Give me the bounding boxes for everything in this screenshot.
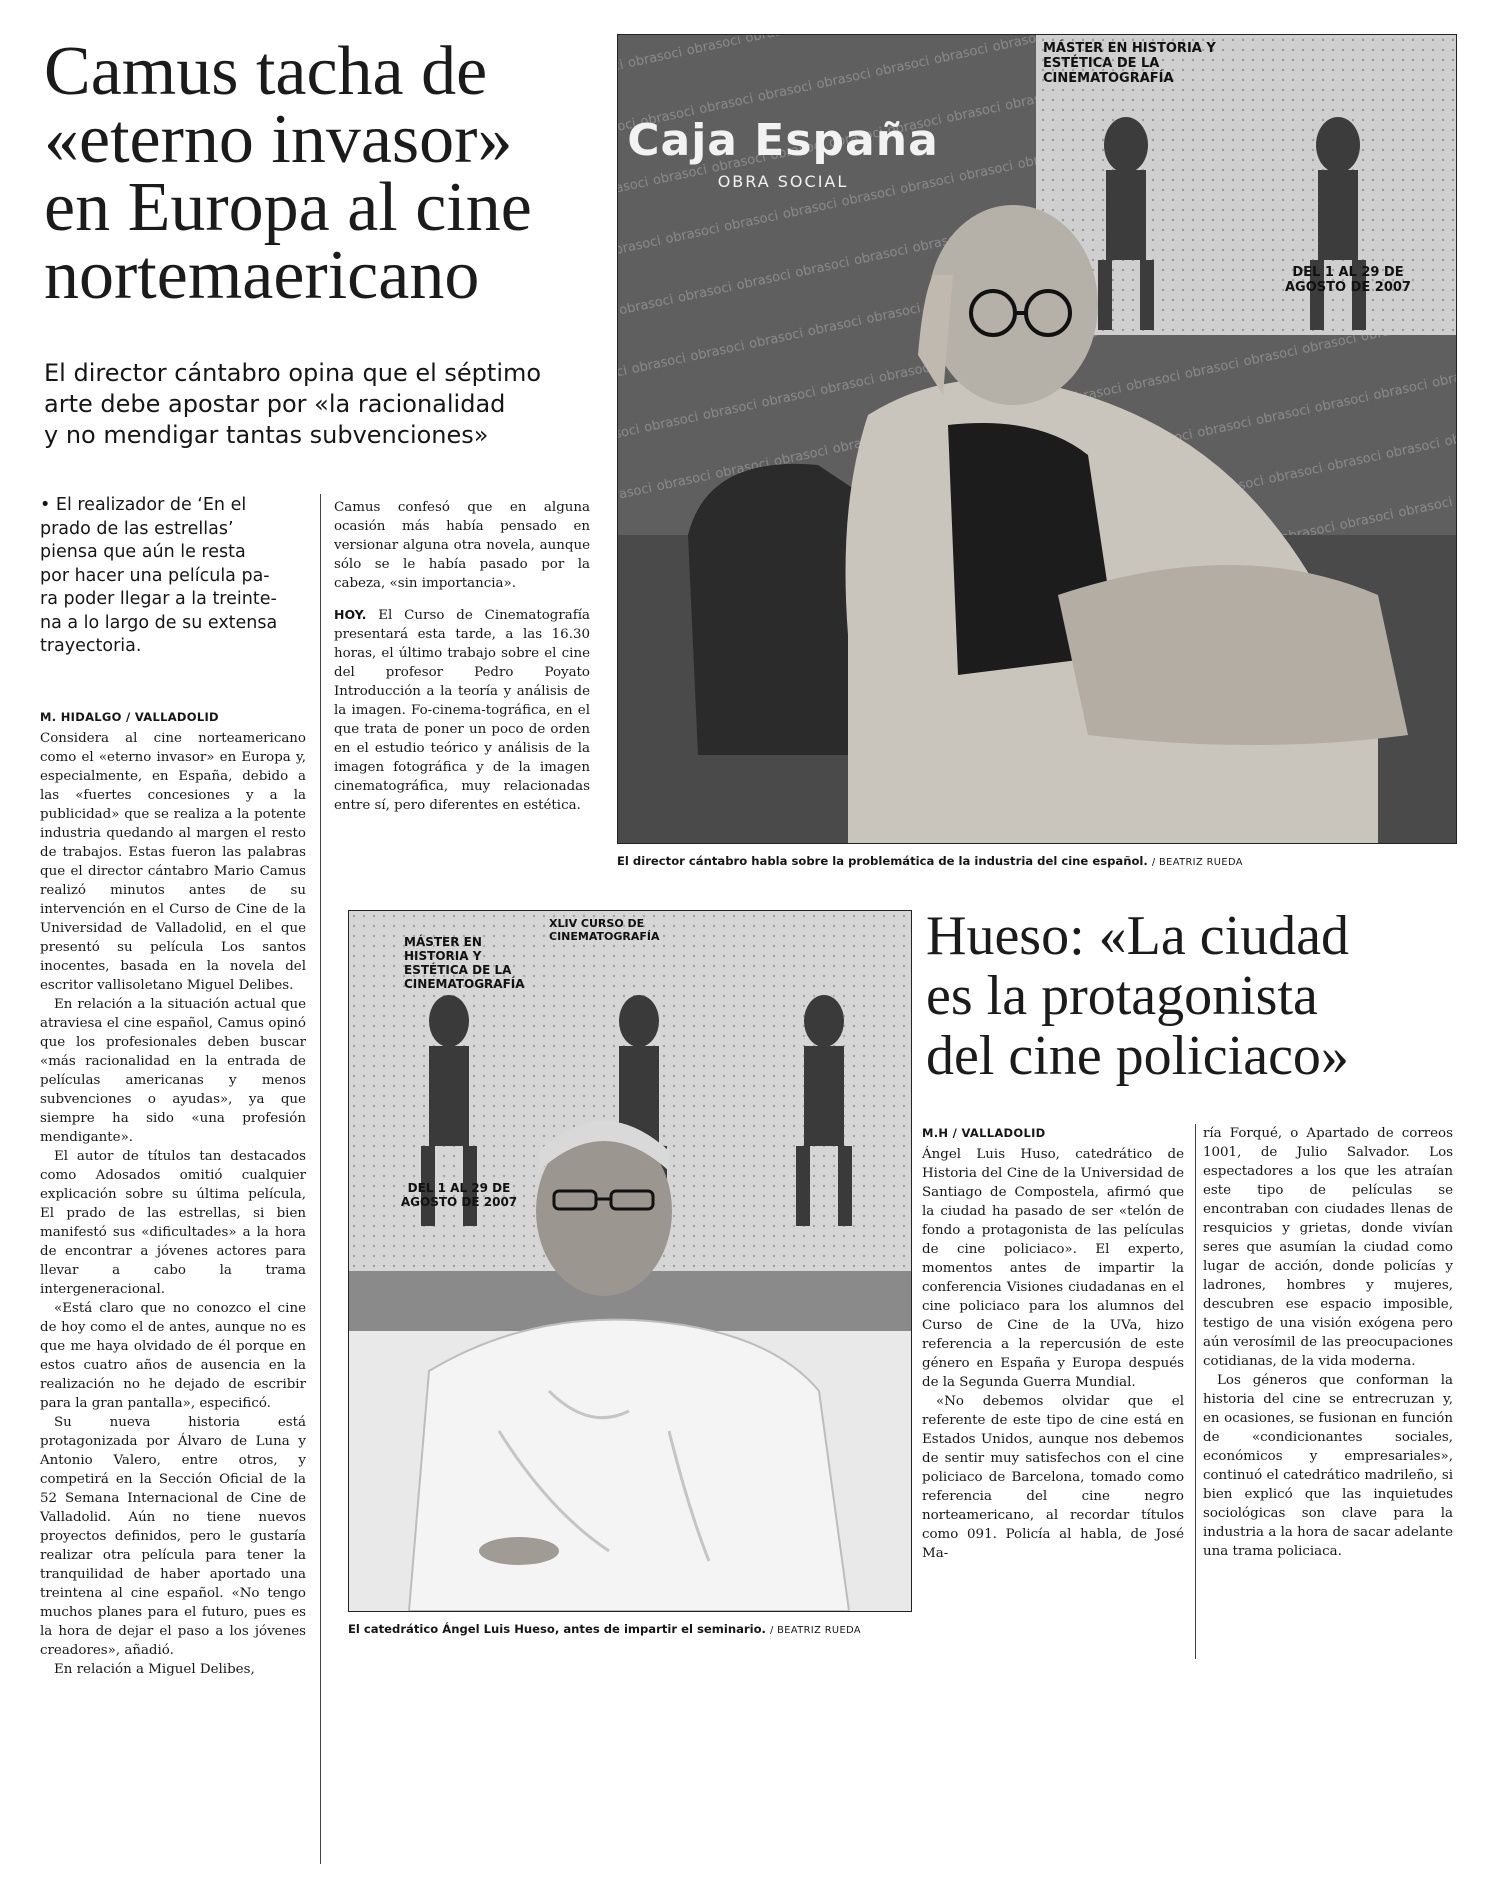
paragraph: Los géneros que conforman la historia del cine se entrecruzan y, en ocasiones, se fusionan en función de «condicionantes sociales, económicos y empresariales», continuó el catedrático madrileño, si bien explicó que las inquietudes sociológicas son clave para la industria a la hora de sacar adelante una trama policiaca. <box>1203 1373 1453 1559</box>
photo-angel-luis-hueso <box>348 910 912 1612</box>
photo-1-caption <box>617 852 1455 870</box>
hoy-text: El Curso de Cinematografía presentará esta tarde, a las 16.30 horas, el último trabajo sobre el cine del profesor Pedro Poyato Introducción a la teoría y análisis de la imagen. Fo-cinema-tográfica, en el que trata de poner un poco de orden en el estudio teórico y análisis de la imagen fotográfica y de la imagen cinematográfica, muy relacionadas entre sí, pero diferentes en estética. <box>334 608 590 813</box>
paragraph: «No debemos olvidar que el referente de este tipo de cine está en Estados Unidos, aunque nos debemos de sentir muy satisfechos con el cine policiaco de Barcelona, tomado como referencia del cine negro norteamericano, al recordar títulos como 091. Policía al habla, de José Ma- <box>922 1394 1184 1561</box>
paragraph: En relación a la situación actual que atraviesa el cine español, Camus opinó que los profesionales deben buscar «más racionalidad en la entrada de películas americanas y menos subvenciones o ayudas», ya que siempre ha sido «una profesión mendigante». <box>40 997 306 1145</box>
paragraph: Su nueva historia está protagonizada por Álvaro de Luna y Antonio Valero, entre otros, y competirá en la Sección Oficial de la 52 Semana Internacional de Cine de Valladolid. Aún no tiene nuevos proyectos definidos, pero le gustaría realizar otra película para tener la tranquilidad de haber aportado una treintena al cine español. «No tengo muchos planes para el futuro, pues es la hora de dejar el paso a los jóvenes creadores», añadió. <box>40 1415 306 1658</box>
article1-subhead <box>44 358 614 451</box>
byline-place: VALLADOLID <box>961 1126 1046 1140</box>
byline-name: M. HIDALGO <box>40 710 122 724</box>
photo-2-poster-dates: DEL 1 AL 29 DE AGOSTO DE 2007 <box>400 1181 518 1209</box>
paragraph: «Está claro que no conozco el cine de hoy como el de antes, aunque no es que me haya olvidado de él porque en estos cuatro años de ausencia en la realización no he dejado de escribir para la gran pantalla», especificó. <box>40 1301 306 1411</box>
article1-column-1 <box>40 708 306 1679</box>
paragraph: El autor de títulos tan destacados como Adosados omitió cualquier explicación sobre su última película, El prado de las estrellas, si bien manifestó sus «dificultades» a la hora de encontrar a jóvenes actores para llevar a cabo la trama intergeneracional. <box>40 1149 306 1297</box>
photo-2-illustration <box>349 911 911 1611</box>
lead-line: por hacer una película pa- <box>40 565 270 586</box>
article1-column-2 <box>334 498 590 815</box>
column-divider <box>1195 1124 1196 1659</box>
subhead-line: El director cántabro opina que el séptimo <box>44 359 542 387</box>
lead-line: piensa que aún le resta <box>40 542 246 562</box>
article2-column-1 <box>922 1124 1184 1563</box>
headline-line: Hueso: «La ciudad <box>926 905 1349 967</box>
headline-line: Camus tacha de <box>44 33 488 110</box>
article2-headline <box>926 906 1466 1086</box>
paragraph: Ángel Luis Huso, catedrático de Historia del Cine de la Universidad de Santiago de Compostela, afirmó que la ciudad ha pasado de ser «telón de fondo a protagonista de las películas de cine policiaco». El experto, momentos antes de impartir la conferencia Visiones ciudadanas en el cine policiaco para los alumnos del Curso de Cine de la UVa, hizo referencia a la repercusión de este género en España y Europa después de la Segunda Guerra Mundial. <box>922 1147 1184 1390</box>
photo-2-caption <box>348 1620 910 1638</box>
brand-sub: OBRA SOCIAL <box>717 172 849 191</box>
column-divider <box>320 494 321 1864</box>
caption-credit: / BEATRIZ RUEDA <box>1151 857 1243 868</box>
byline-place: VALLADOLID <box>134 710 219 724</box>
headline-line: en Europa al cine <box>44 169 532 246</box>
paragraph: ría Forqué, o Apartado de correos 1001, de Julio Salvador. Los espectadores a los que les atraían este tipo de películas se encontraban con ciudades llenas de resquicios y grietas, donde vivían seres que asumían la ciudad como lugar de acción, donde policías y ladrones, hombres y mujeres, descubren ese espacio imposible, testigo de una visión exógena pero aún verosímil de las preocupaciones cotidianas, de la vida moderna. <box>1203 1126 1453 1369</box>
article1-headline <box>44 33 614 314</box>
article2-column-2 <box>1203 1124 1453 1561</box>
paragraph: En relación a Miguel Delibes, <box>54 1662 255 1677</box>
lead-line: trayectoria. <box>40 636 142 656</box>
photo-1-brand <box>618 115 948 191</box>
photo-mario-camus <box>617 34 1457 844</box>
paragraph: Camus confesó que en alguna ocasión más había pensado en versionar alguna otra novela, aunque sólo se le había pasado por la cabeza, «sin importancia». <box>334 500 590 591</box>
subhead-line: arte debe apostar por «la racionalidad <box>44 390 506 418</box>
brand-name: Caja España <box>627 115 939 166</box>
headline-line: es la protagonista <box>926 965 1318 1027</box>
byline: M. HIDALGO / VALLADOLID <box>40 710 219 724</box>
hoy-kicker: HOY. <box>334 607 367 622</box>
lead-line: • El realizador de ‘En el <box>40 495 247 515</box>
headline-line: del cine policiaco» <box>926 1025 1349 1087</box>
paragraph: Considera al cine norteamericano como el «eterno invasor» en Europa y, especialmente, en España, debido a las «fuertes concesiones y a la publicidad» que se realiza a la potente industria quedando al margen el resto de trabajos. Estas fueron las palabras que el director cántabro Mario Camus realizó minutos antes de su intervención en el Curso de Cine de la Universidad de Valladolid, en el que presentó su película Los santos inocentes, basada en la novela del escritor vallisoletano Miguel Delibes. <box>40 731 306 993</box>
caption-text: El catedrático Ángel Luis Hueso, antes de impartir el seminario. <box>348 1622 766 1636</box>
lead-line: ra poder llegar a la treinte- <box>40 589 277 609</box>
article1-lead <box>40 494 320 659</box>
photo-1-poster-dates: DEL 1 AL 29 DE AGOSTO DE 2007 <box>1285 265 1411 295</box>
caption-credit: / BEATRIZ RUEDA <box>769 1625 861 1636</box>
headline-line: nortemaericano <box>44 237 480 314</box>
photo-2-poster-top: XLIV CURSO DE CINEMATOGRAFÍA <box>549 917 660 943</box>
photo-1-poster-title: MÁSTER EN HISTORIA Y ESTÉTICA DE LA CINEMATOGRAFÍA <box>1043 41 1216 86</box>
caption-text: El director cántabro habla sobre la problemática de la industria del cine español. <box>617 854 1148 868</box>
byline-name: M.H <box>922 1126 949 1140</box>
byline: M.H / VALLADOLID <box>922 1126 1046 1140</box>
subhead-line: y no mendigar tantas subvenciones» <box>44 421 489 449</box>
photo-2-poster-title: MÁSTER EN HISTORIA Y ESTÉTICA DE LA CINEMATOGRAFÍA <box>404 935 525 991</box>
lead-line: prado de las estrellas’ <box>40 518 234 539</box>
lead-line: na a lo largo de su extensa <box>40 612 278 633</box>
headline-line: «eterno invasor» <box>44 101 513 178</box>
hoy-paragraph <box>334 605 590 815</box>
